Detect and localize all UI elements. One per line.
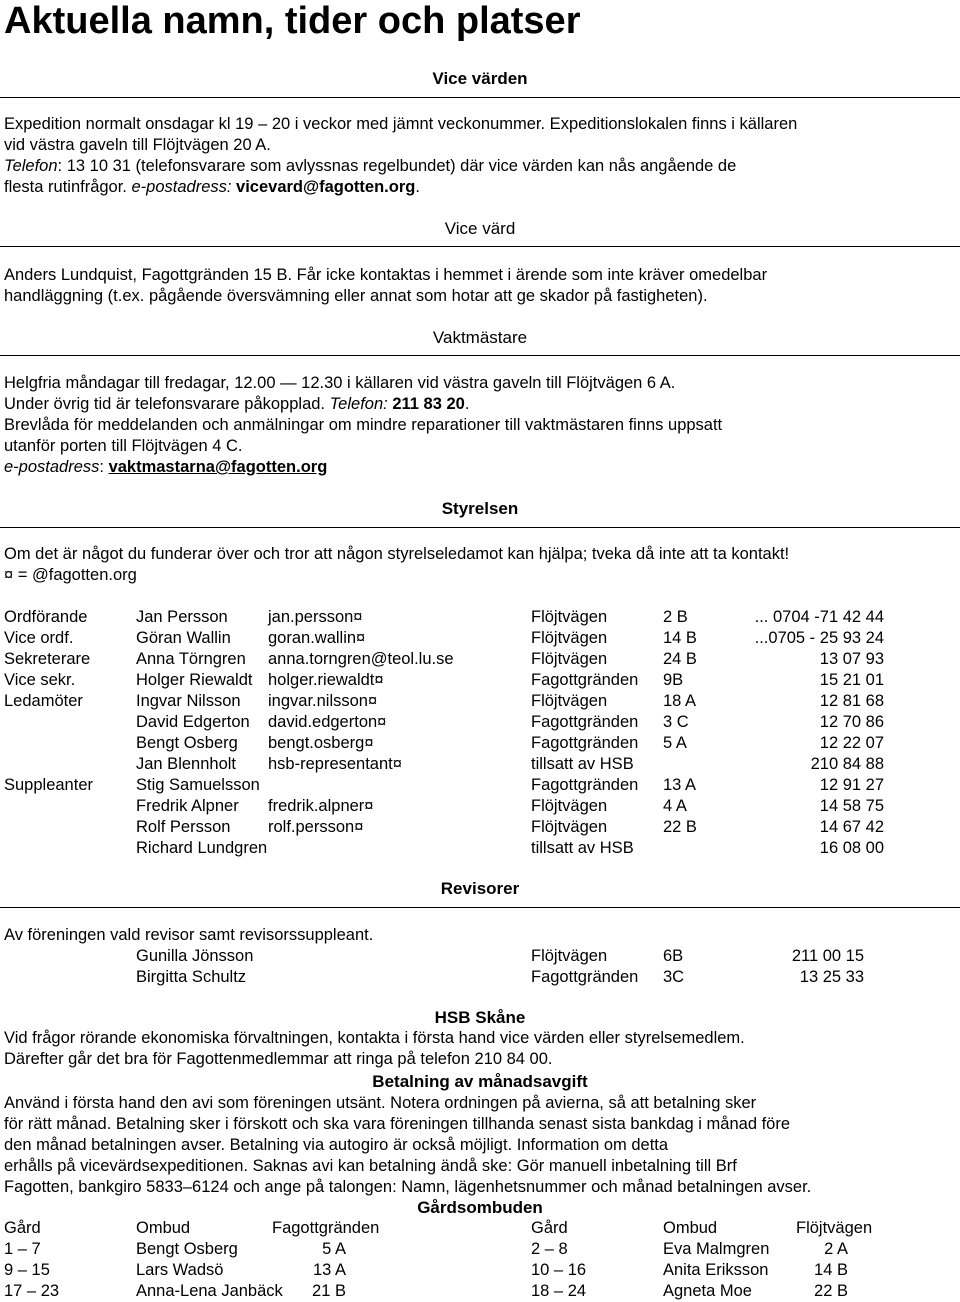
vaktmastare-line-2 [4,394,469,415]
styrelsen-line-1: Om det är något du funderar över och tror att någon styrelseledamot kan hjälpa; tveka då inte att ta kontakt! [4,545,790,563]
board-member-email: fredrik.alpner¤ [268,797,374,815]
gardsombud-header-gard-left: Gård [4,1219,41,1237]
vice-vard-line-2: handläggning (t.ex. pågående översvämning eller annat som hotar att ge skador på fastigheten). [4,287,708,305]
board-member-street: Flöjtvägen [531,692,608,710]
board-member-phone: ... 0704 -71 42 44 [754,608,884,626]
vice-varden-email-link[interactable]: vicevard@fagotten.org [236,178,416,196]
vaktmastare-telefon-suffix: . [464,395,470,413]
board-member-street: Flöjtvägen [531,797,608,815]
vice-varden-line-4 [4,177,420,198]
vaktmastare-line-5 [4,457,327,478]
board-member-email: goran.wallin¤ [268,629,366,647]
board-member-name: Jan Blennholt [136,755,236,773]
gardsombud-house-number: 22 B [814,1282,848,1300]
gardsombud-name: Eva Malmgren [663,1240,770,1258]
revisor-name: Gunilla Jönsson [136,947,254,965]
board-member-role: Ledamöter [4,692,83,710]
gardsombud-house-number: 2 A [824,1240,848,1258]
board-member-role: Ordförande [4,608,88,626]
gardsombud-gard: 17 – 23 [4,1282,60,1300]
board-member-phone: 12 81 68 [819,692,884,710]
gardsombud-gard: 1 – 7 [4,1240,41,1258]
board-member-phone: 13 07 93 [819,650,884,668]
divider [0,246,960,247]
board-member-phone: 14 67 42 [819,818,884,836]
board-member-email: rolf.persson¤ [268,818,364,836]
vice-varden-email-suffix: . [415,178,420,196]
email-colon: : [99,458,109,476]
board-member-street: tillsatt av HSB [531,755,634,773]
board-member-house-number: 3 C [663,713,689,731]
vaktmastare-line-2-text: Under övrig tid är telefonsvarare påkopplad. [4,395,330,413]
board-member-email: bengt.osberg¤ [268,734,374,752]
board-member-phone: ...0705 - 25 93 24 [754,629,884,647]
section-heading-vice-varden: Vice värden [432,69,528,88]
revisor-street: Fagottgränden [531,968,639,986]
betalning-line-2: för rätt månad. Betalning sker i förskott och ska vara föreningen tillhanda senast sista bankdag i månad före [4,1115,791,1133]
board-member-email: hsb-representant¤ [268,755,402,773]
revisor-house-number: 3C [663,968,685,986]
board-member-phone: 210 84 88 [810,755,884,773]
board-member-name: Stig Samuelsson [136,776,260,794]
revisor-name: Birgitta Schultz [136,968,247,986]
board-member-name: Fredrik Alpner [136,797,239,815]
vice-varden-line-4-text: flesta rutinfrågor. [4,178,132,196]
board-member-street: Fagottgränden [531,671,639,689]
board-member-street: Flöjtvägen [531,818,608,836]
divider [0,97,960,98]
board-member-street: Flöjtvägen [531,650,608,668]
revisor-phone: 211 00 15 [791,947,864,965]
section-heading-gardsombuden: Gårdsombuden [417,1198,543,1217]
revisor-house-number: 6B [663,947,684,965]
telefon-label: Telefon: [329,395,388,413]
board-member-house-number: 14 B [663,629,697,647]
board-member-street: Fagottgränden [531,734,639,752]
email-label: e-postadress [4,458,100,476]
board-member-street: Flöjtvägen [531,608,608,626]
vice-varden-line-2: vid västra gaveln till Flöjtvägen 20 A. [4,136,271,154]
betalning-line-5: Fagotten, bankgiro 5833–6124 och ange på talongen: Namn, lägenhetsnummer och månad betalningen avser. [4,1178,812,1196]
hsb-line-2: Därefter går det bra för Fagottenmedlemmar att ringa på telefon 210 84 00. [4,1050,553,1068]
vice-varden-line-3 [4,156,736,177]
divider [0,907,960,908]
divider [0,527,960,528]
email-label: e-postadress: [131,178,232,196]
section-heading-vaktmastare: Vaktmästare [432,328,528,347]
board-member-street: Flöjtvägen [531,629,608,647]
section-heading-betalning: Betalning av månadsavgift [372,1072,588,1091]
board-member-house-number: 22 B [663,818,697,836]
board-member-name: Richard Lundgren [136,839,268,857]
styrelsen-line-2: ¤ = @fagotten.org [4,566,137,584]
board-member-house-number: 13 A [663,776,697,794]
board-member-email: holger.riewaldt¤ [268,671,384,689]
vaktmastare-email-link[interactable]: vaktmastarna@fagotten.org [108,458,328,476]
board-member-street: Fagottgränden [531,776,639,794]
board-member-email: david.edgerton¤ [268,713,387,731]
board-member-street: Fagottgränden [531,713,639,731]
telefon-label: Telefon [4,157,58,175]
vaktmastare-line-1: Helgfria måndagar till fredagar, 12.00 — 12.30 i källaren vid västra gaveln till Flöjtvägen 6 A. [4,374,676,392]
gardsombud-house-number: 5 A [322,1240,346,1258]
board-member-phone: 14 58 75 [819,797,884,815]
board-member-phone: 16 08 00 [819,839,884,857]
vaktmastare-line-4: utanför porten till Flöjtvägen 4 C. [4,437,243,455]
gardsombud-header-gard-right: Gård [531,1219,568,1237]
gardsombud-name: Bengt Osberg [136,1240,238,1258]
board-member-role: Vice sekr. [4,671,76,689]
board-member-name: Ingvar Nilsson [136,692,241,710]
board-member-name: Anna Törngren [136,650,246,668]
board-member-street: tillsatt av HSB [531,839,634,857]
board-member-house-number: 4 A [663,797,687,815]
betalning-line-1: Använd i första hand den avi som föreningen utsänt. Notera ordningen på avierna, så att betalning sker [4,1094,757,1112]
board-member-house-number: 5 A [663,734,687,752]
gardsombud-name: Anna-Lena Janbäck [136,1282,283,1300]
board-member-phone: 15 21 01 [819,671,884,689]
board-member-name: David Edgerton [136,713,250,731]
board-member-name: Rolf Persson [136,818,231,836]
board-member-house-number: 9B [663,671,684,689]
board-member-role: Suppleanter [4,776,93,794]
board-member-email: anna.torngren@teol.lu.se [268,650,454,668]
board-member-email: jan.persson¤ [268,608,363,626]
vaktmastare-telefon: 211 83 20 [392,395,465,413]
gardsombud-gard: 18 – 24 [531,1282,587,1300]
gardsombud-house-number: 13 A [312,1261,346,1279]
vaktmastare-line-3: Brevlåda för meddelanden och anmälningar om mindre reparationer till vaktmästaren finns uppsatt [4,416,723,434]
gardsombud-header-ombud-left: Ombud [136,1219,191,1237]
gardsombud-gard: 10 – 16 [531,1261,587,1279]
revisor-street: Flöjtvägen [531,947,608,965]
board-member-phone: 12 22 07 [819,734,884,752]
betalning-line-4: erhålls på vicevärdsexpeditionen. Saknas avi kan betalning ändå ske: Gör manuell inbetalning till Brf [4,1157,737,1175]
gardsombud-house-number: 21 B [312,1282,346,1300]
board-member-phone: 12 70 86 [819,713,884,731]
hsb-line-1: Vid frågor rörande ekonomiska förvaltningen, kontakta i första hand vice värden eller styrelsemedlem. [4,1029,745,1047]
gardsombud-house-number: 14 B [814,1261,848,1279]
gardsombud-name: Lars Wadsö [136,1261,224,1279]
board-member-phone: 12 91 27 [819,776,884,794]
board-member-house-number: 24 B [663,650,697,668]
section-heading-vice-vard: Vice värd [444,219,516,238]
gardsombud-name: Anita Eriksson [663,1261,769,1279]
revisorer-line-1: Av föreningen vald revisor samt revisorssuppleant. [4,926,374,944]
board-member-name: Göran Wallin [136,629,231,647]
board-member-house-number: 18 A [663,692,697,710]
gardsombud-header-street-left: Fagottgränden [272,1219,380,1237]
gardsombud-name: Agneta Moe [663,1282,752,1300]
gardsombud-gard: 9 – 15 [4,1261,50,1279]
gardsombud-header-ombud-right: Ombud [663,1219,718,1237]
vice-varden-line-1: Expedition normalt onsdagar kl 19 – 20 i veckor med jämnt veckonummer. Expeditionslokalen finns i källaren [4,115,798,133]
board-member-house-number: 2 B [663,608,688,626]
divider [0,355,960,356]
board-member-name: Holger Riewaldt [136,671,253,689]
gardsombud-header-street-right: Flöjtvägen [796,1219,873,1237]
section-heading-hsb: HSB Skåne [434,1008,526,1027]
board-member-name: Jan Persson [136,608,228,626]
board-member-role: Sekreterare [4,650,91,668]
section-heading-styrelsen: Styrelsen [441,499,519,518]
vice-varden-line-3-text: : 13 10 31 (telefonsvarare som avlyssnas regelbundet) där vice värden kan nås angående de [57,157,737,175]
vice-vard-line-1: Anders Lundquist, Fagottgränden 15 B. Får icke kontaktas i hemmet i ärende som inte kräver omedelbar [4,266,768,284]
page-title: Aktuella namn, tider och platser [4,0,581,42]
gardsombud-gard: 2 – 8 [531,1240,568,1258]
betalning-line-3: den månad betalningen avser. Betalning via autogiro är också möjligt. Information om detta [4,1136,669,1154]
revisor-phone: 13 25 33 [799,968,864,986]
board-member-role: Vice ordf. [4,629,74,647]
section-heading-revisorer: Revisorer [440,879,520,898]
board-member-name: Bengt Osberg [136,734,238,752]
board-member-email: ingvar.nilsson¤ [268,692,378,710]
